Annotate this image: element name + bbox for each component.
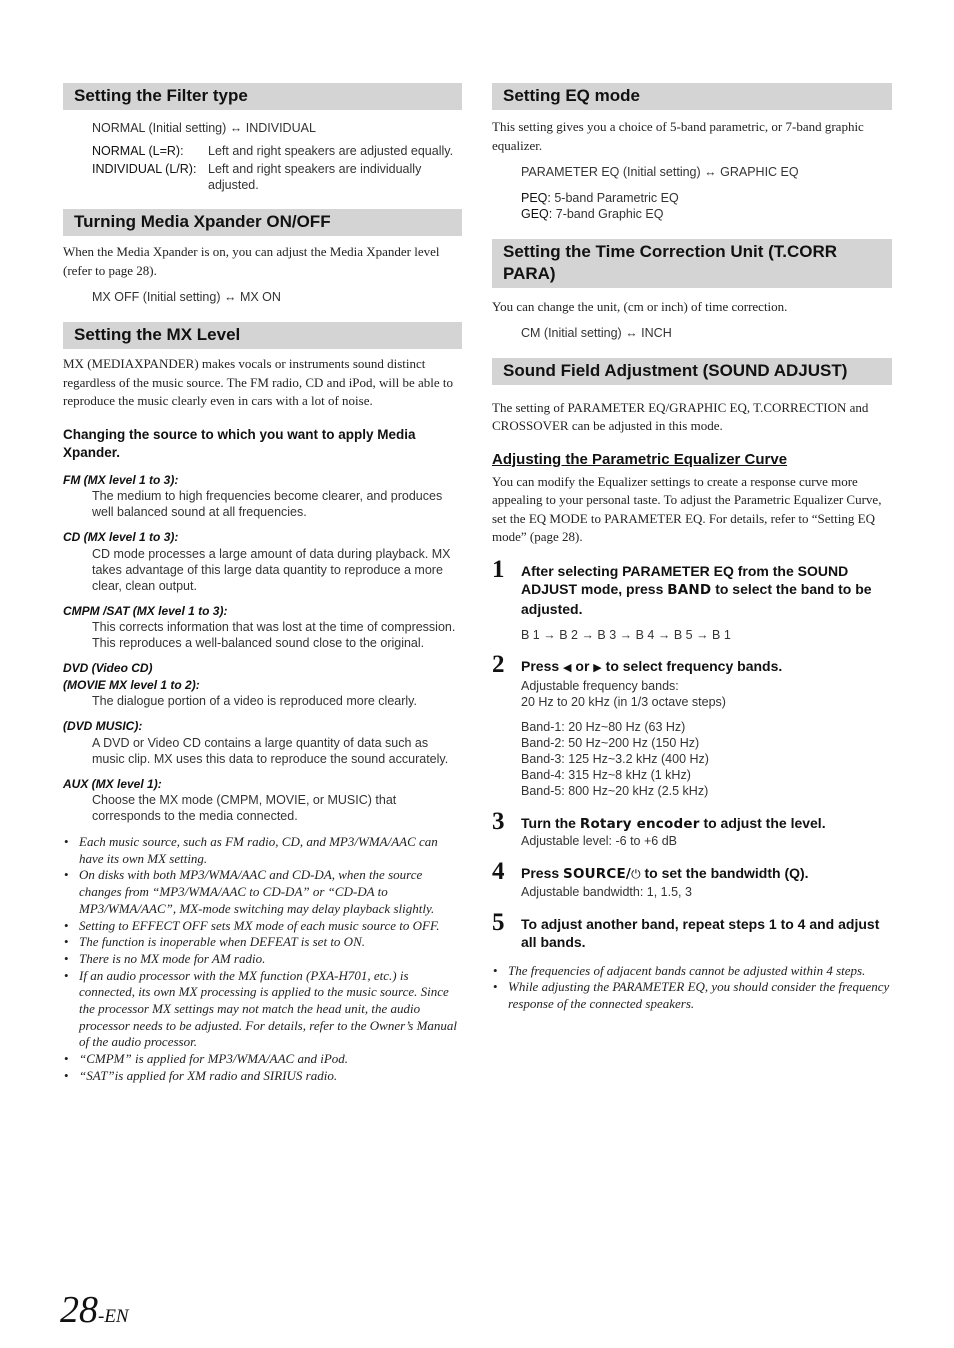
definition-desc: Left and right speakers are adjusted equally. [208, 144, 454, 158]
xpander-options: MX OFF (Initial setting) ↔ MX ON [92, 290, 281, 304]
step-text [521, 657, 892, 678]
step-number: 4 [492, 858, 505, 885]
mx-item-text: This corrects information that was lost at the time of compression. This reproduces a well-balanced sound close to the original. [92, 620, 456, 650]
source-key-label: SOURCE/ [563, 866, 632, 882]
step-4 [492, 858, 892, 900]
step-text-part: or [571, 658, 594, 674]
mx-item-label: CMPM /SAT (MX level 1 to 3): [63, 603, 228, 618]
step-number: 2 [492, 651, 505, 678]
step-text [521, 814, 892, 834]
parametric-eq-body: You can modify the Equalizer settings to create a response curve more appealing to your personal taste. To adjust the Parametric Equalizer Curve, set the EQ MODE to PARAMETER EQ. For details, refer to “Setting EQ mode” (page 28). [492, 473, 882, 544]
note-item: • While adjusting the PARAMETER EQ, you should consider the frequency response of the connected speakers. [508, 979, 892, 1012]
filter-options: NORMAL (Initial setting) ↔ INDIVIDUAL [92, 121, 316, 135]
mx-item-label: FM (MX level 1 to 3): [63, 472, 179, 487]
step-text-part: to adjust the level. [699, 814, 826, 831]
band-item: Band-5: 800 Hz~20 kHz (2.5 kHz) [521, 783, 709, 798]
mx-item-text: Choose the MX mode (CMPM, MOVIE, or MUSIC) that corresponds to the media connected. [92, 793, 397, 823]
note-item: • Setting to EFFECT OFF sets MX mode of each music source to OFF. [79, 918, 462, 935]
eq-definition-geq [492, 206, 892, 222]
mx-item-label: DVD (Video CD) [63, 661, 153, 675]
step-text [521, 562, 892, 619]
page-number-suffix: -EN [98, 1306, 129, 1327]
note-item: • If an audio processor with the MX function (PXA-H701, etc.) is connected, its own MX processing is applied to the music source. Since the processor MX settings may not match the head unit, the audio processor needs to be adjusted. For details, refer to the Owner’s Manual of the audio processor. [79, 968, 462, 1052]
mx-item [63, 776, 462, 825]
left-arrow-icon: ◀ [563, 661, 572, 674]
note-item: • There is no MX mode for AM radio. [79, 951, 462, 968]
sound-body: The setting of PARAMETER EQ/GRAPHIC EQ, T.CORRECTION and CROSSOVER can be adjusted in this mode. [492, 399, 869, 433]
step-note: Adjustable level: -6 to +6 dB [521, 834, 677, 848]
band-item: Band-2: 50 Hz~200 Hz (150 Hz) [521, 735, 700, 750]
note-item: • “CMPM” is applied for MP3/WMA/AAC and iPod. [79, 1051, 462, 1068]
mx-item [63, 472, 462, 521]
step-text-part: Turn the [521, 814, 580, 831]
step-1 [492, 555, 892, 644]
step-number: 5 [492, 908, 505, 936]
section-heading-mx-level: Setting the MX Level [63, 322, 462, 349]
step-text-part: After selecting PARAMETER EQ from the SOUND ADJUST mode, press [521, 562, 849, 597]
mx-item [63, 603, 462, 652]
note-item: • The frequencies of adjacent bands cannot be adjusted within 4 steps. [508, 963, 892, 980]
mx-item [63, 718, 462, 767]
power-icon: ⏻ [631, 867, 641, 881]
definition-term: INDIVIDUAL (L/R): [92, 162, 197, 176]
band-cycle: B 1 → B 2 → B 3 → B 4 → B 5 → B 1 [521, 628, 731, 642]
step-number: 3 [492, 807, 505, 835]
definition-row [92, 159, 462, 193]
section-heading-time-correction: Setting the Time Correction Unit (T.CORR PARA) [492, 239, 892, 288]
eq-options: PARAMETER EQ (Initial setting) ↔ GRAPHIC EQ [521, 165, 799, 179]
step-note: 20 Hz to 20 kHz (in 1/3 octave steps) [521, 694, 726, 709]
band-item: Band-3: 125 Hz~3.2 kHz (400 Hz) [521, 751, 709, 766]
mx-item-label: CD (MX level 1 to 3): [63, 530, 179, 544]
mx-subheading: Changing the source to which you want to apply Media Xpander. [63, 426, 416, 460]
tcorr-body: You can change the unit, (cm or inch) of time correction. [492, 299, 788, 314]
step-5 [492, 908, 892, 952]
section-heading-eq-mode: Setting EQ mode [492, 83, 892, 110]
page-number [60, 1288, 129, 1332]
sound-notes [492, 963, 892, 1013]
note-item: • The function is inoperable when DEFEAT is set to ON. [79, 934, 462, 951]
definition-row [92, 143, 462, 159]
eq-body: This setting gives you a choice of 5-band parametric, or 7-band graphic equalizer. [492, 119, 864, 153]
band-key-label: BAND [667, 582, 712, 598]
mx-item-text: A DVD or Video CD contains a large quantity of data such as music clip. MX uses this data to reproduce the sound accurately. [92, 735, 449, 766]
step-text-part: to select frequency bands. [601, 658, 783, 674]
rotary-encoder-label: Rotary encoder [579, 815, 700, 832]
note-item: • “SAT”is applied for XM radio and SIRIUS radio. [79, 1068, 462, 1085]
section-heading-filter-type: Setting the Filter type [63, 83, 462, 110]
parametric-eq-subheading: Adjusting the Parametric Equalizer Curve [492, 450, 788, 468]
geq-term: GEQ: [521, 207, 553, 221]
peq-desc: 5-band Parametric EQ [550, 191, 679, 205]
step-text-part: to set the bandwidth (Q). [640, 865, 809, 881]
step-note: Adjustable frequency bands: [521, 678, 679, 693]
step-text-part: to select the band to be adjusted. [521, 581, 872, 617]
note-item: • Each music source, such as FM radio, CD, and MP3/WMA/AAC can have its own MX setting. [79, 834, 462, 867]
band-list [521, 719, 892, 799]
band-item: Band-1: 20 Hz~80 Hz (63 Hz) [521, 719, 686, 734]
mx-notes [63, 834, 462, 1085]
step-3 [492, 807, 892, 850]
section-heading-media-xpander: Turning Media Xpander ON/OFF [63, 209, 462, 236]
section-heading-sound-adjust: Sound Field Adjustment (SOUND ADJUST) [492, 358, 892, 385]
peq-term: PEQ: [521, 191, 551, 205]
band-item: Band-4: 315 Hz~8 kHz (1 kHz) [521, 767, 691, 782]
eq-definition-peq [492, 190, 892, 206]
mx-item-label-secondary: (MOVIE MX level 1 to 2): [63, 677, 200, 692]
geq-desc: 7-band Graphic EQ [552, 207, 664, 221]
xpander-body: When the Media Xpander is on, you can adjust the Media Xpander level (refer to page 28). [63, 244, 440, 278]
step-text: To adjust another band, repeat steps 1 to 4 and adjust all bands. [521, 915, 880, 950]
left-column [63, 83, 462, 1085]
filter-definitions [92, 143, 462, 193]
step-text-part: Press [521, 865, 564, 881]
step-number: 1 [492, 555, 505, 583]
mx-item [63, 529, 462, 594]
tcorr-options: CM (Initial setting) ↔ INCH [521, 325, 672, 340]
definition-desc: Left and right speakers are individually adjusted. [208, 162, 422, 192]
right-arrow-icon: ▶ [593, 661, 602, 674]
note-item: • On disks with both MP3/WMA/AAC and CD-DA, when the source changes from “MP3/WMA/AAC to CD-DA” or “CD-DA to MP3/WMA/AAC”, MX-mode switching may delay playback slightly. [79, 867, 462, 917]
step-text-part: Press [521, 658, 564, 674]
mx-item-text: The dialogue portion of a video is reproduced more clearly. [92, 694, 417, 708]
mx-item-label: AUX (MX level 1): [63, 776, 162, 791]
step-text [521, 864, 892, 884]
mx-item-text: CD mode processes a large amount of data during playback. MX takes advantage of this large data quantity to reproduce a more clear, clean output. [92, 546, 451, 593]
definition-term: NORMAL (L=R): [92, 144, 184, 158]
mx-item [63, 660, 462, 709]
page-number-value: 28 [60, 1289, 98, 1331]
step-2 [492, 651, 892, 799]
step-note: Adjustable bandwidth: 1, 1.5, 3 [521, 884, 692, 899]
mx-body: MX (MEDIAXPANDER) makes vocals or instruments sound distinct regardless of the music source. The FM radio, CD and iPod, will be able to reproduce the music clearly even in cars with a lot of noise. [63, 356, 454, 408]
mx-item-label: (DVD MUSIC): [63, 719, 143, 733]
mx-item-text: The medium to high frequencies become clearer, and produces well balanced sound at all frequencies. [92, 489, 443, 519]
right-column [492, 83, 892, 1013]
